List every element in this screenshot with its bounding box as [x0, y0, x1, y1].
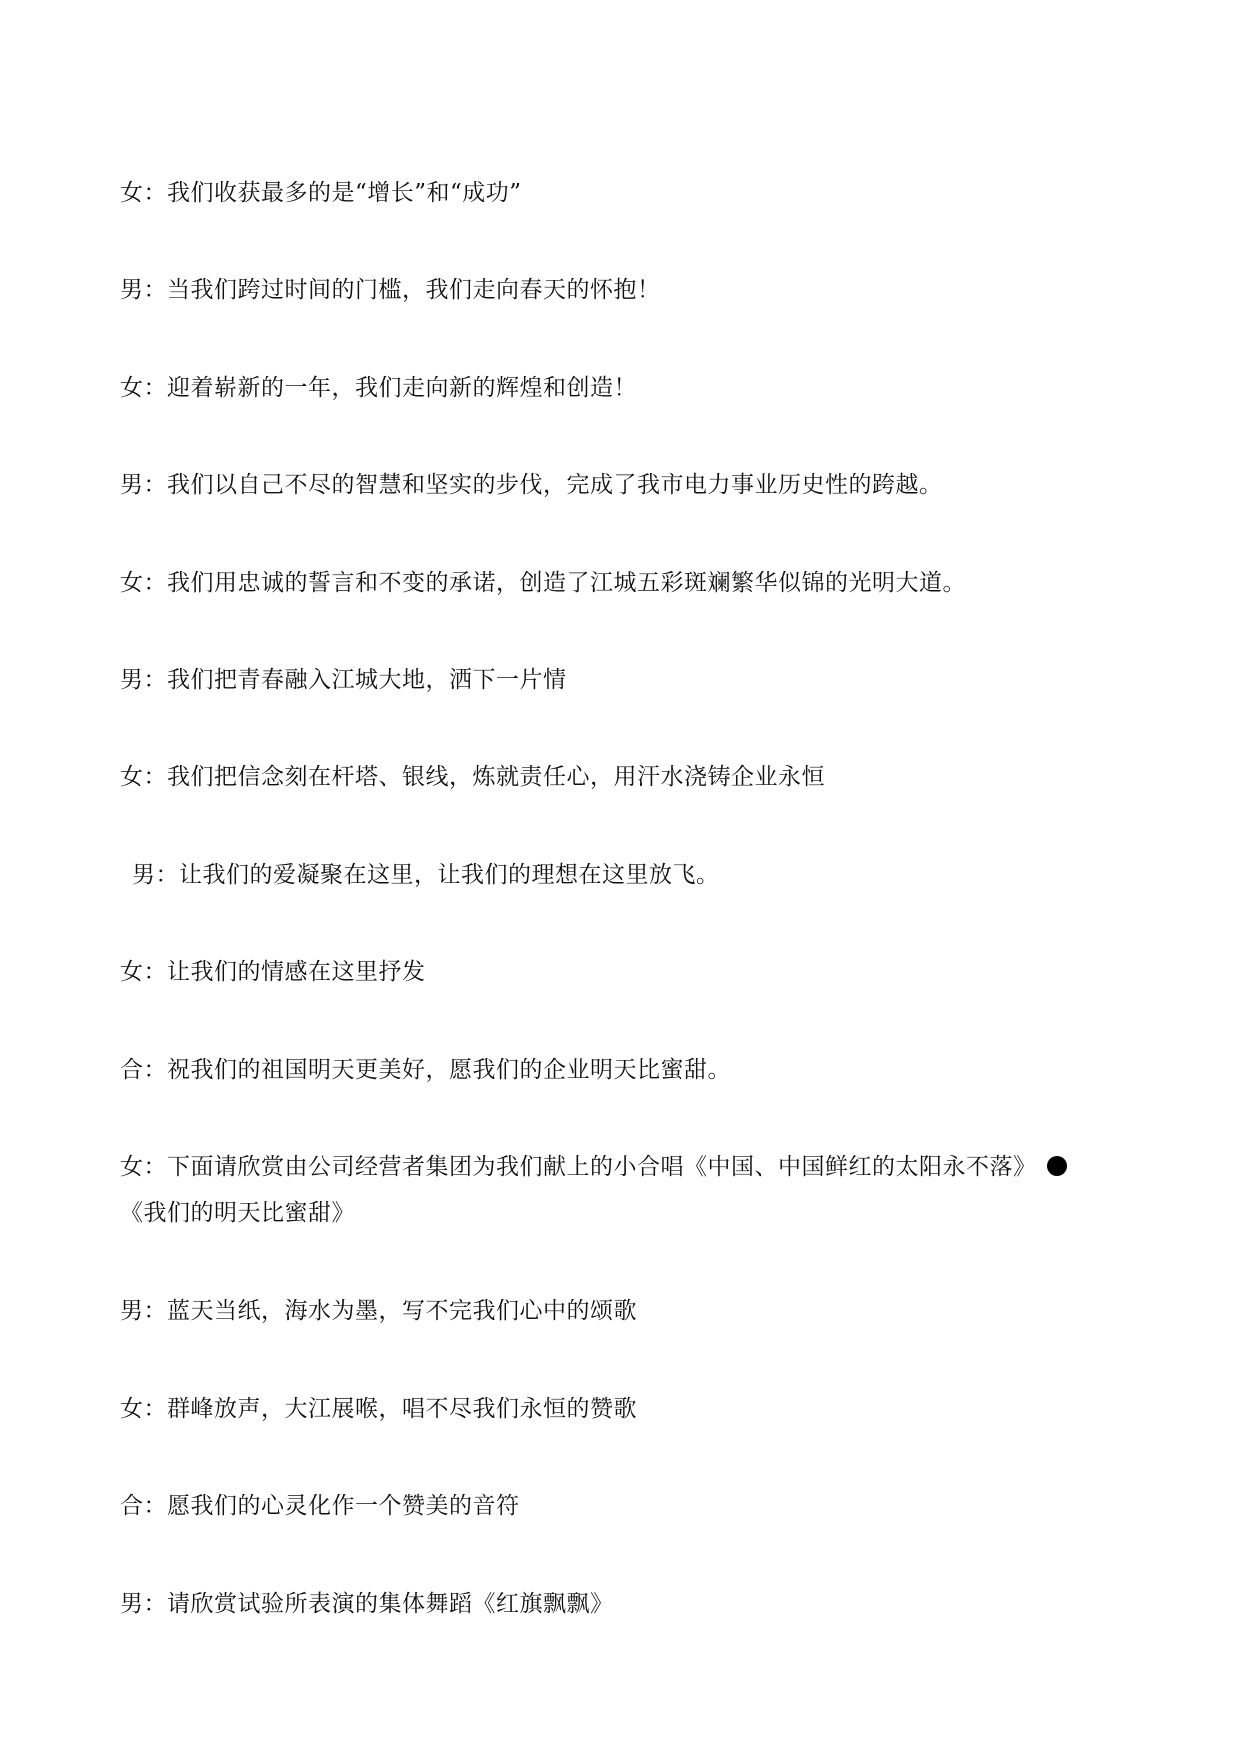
speaker-label: 女：: [120, 1396, 167, 1422]
speaker-label: 合：: [120, 1057, 167, 1083]
line-continuation: 《我们的明天比蜜甜》: [120, 1200, 355, 1226]
line-text: 群峰放声，大江展喉，唱不尽我们永恒的赞歌: [167, 1396, 637, 1422]
speaker-label: 女：: [120, 1154, 167, 1180]
speaker-label: 女：: [120, 180, 167, 206]
speaker-label: 男：: [120, 1298, 167, 1324]
dialogue-line: [120, 273, 661, 307]
speaker-label: 女：: [120, 570, 167, 596]
dialogue-line: [120, 1392, 637, 1426]
dialogue-line: [132, 858, 720, 892]
dialogue-line: [120, 176, 522, 210]
line-text: 当我们跨过时间的门槛，我们走向春天的怀抱！: [167, 277, 661, 303]
dialogue-line: [120, 1489, 520, 1523]
line-text: 我们用忠诚的誓言和不变的承诺，创造了江城五彩斑斓繁华似锦的光明大道。: [167, 570, 966, 596]
line-text: 迎着崭新的一年，我们走向新的辉煌和创造！: [167, 375, 637, 401]
dialogue-line: [120, 1053, 731, 1087]
dialogue-line: [120, 566, 966, 600]
speaker-label: 女：: [120, 764, 167, 790]
line-text: 我们以自己不尽的智慧和坚实的步伐，完成了我市电力事业历史性的跨越。: [167, 472, 943, 498]
line-text: 下面请欣赏由公司经营者集团为我们献上的小合唱《中国、中国鲜红的太阳永不落》: [167, 1154, 1037, 1180]
speaker-label: 男：: [120, 472, 167, 498]
line-text: 蓝天当纸，海水为墨，写不完我们心中的颂歌: [167, 1298, 637, 1324]
bullet-icon: [1047, 1156, 1067, 1176]
line-text: 让我们的情感在这里抒发: [167, 959, 426, 985]
line-text: 愿我们的心灵化作一个赞美的音符: [167, 1493, 520, 1519]
dialogue-line: [120, 371, 637, 405]
speaker-label: 女：: [120, 375, 167, 401]
speaker-label: 男：: [120, 277, 167, 303]
line-text: 我们收获最多的是“增长”和“成功”: [167, 180, 522, 206]
line-text: 我们把信念刻在杆塔、银线，炼就责任心，用汗水浇铸企业永恒: [167, 764, 825, 790]
line-text: 祝我们的祖国明天更美好，愿我们的企业明天比蜜甜。: [167, 1057, 731, 1083]
dialogue-line: [120, 468, 943, 502]
dialogue-line: [120, 1150, 1067, 1230]
speaker-label: 男：: [120, 667, 167, 693]
dialogue-line: [120, 1294, 637, 1328]
line-text: 我们把青春融入江城大地，洒下一片情: [167, 667, 567, 693]
dialogue-line: [120, 955, 426, 989]
speaker-label: 男：: [132, 862, 179, 888]
speaker-label: 女：: [120, 959, 167, 985]
dialogue-line: [120, 760, 825, 794]
speaker-label: 合：: [120, 1493, 167, 1519]
line-text: 请欣赏试验所表演的集体舞蹈《红旗飘飘》: [167, 1591, 614, 1617]
line-text: 让我们的爱凝聚在这里，让我们的理想在这里放飞。: [179, 862, 720, 888]
speaker-label: 男：: [120, 1591, 167, 1617]
dialogue-line: [120, 1587, 614, 1621]
dialogue-line: [120, 663, 567, 697]
